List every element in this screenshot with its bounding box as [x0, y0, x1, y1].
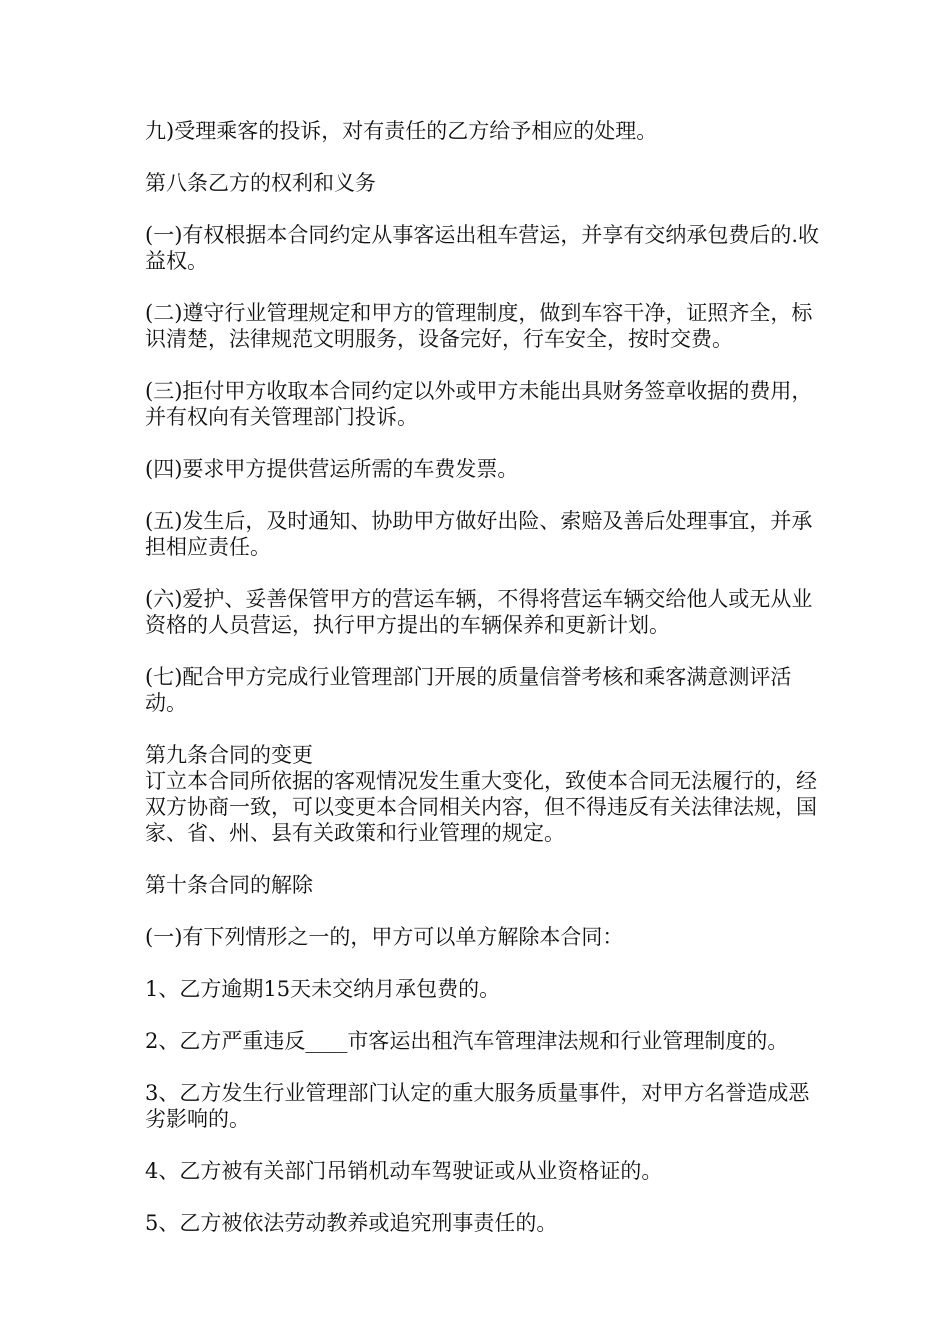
clause-item-9-complaints: 九)受理乘客的投诉，对有责任的乙方给予相应的处理。 — [145, 119, 658, 143]
article-8-item-6: (六)爱护、妥善保管甲方的营运车辆，不得将营运车辆交给他人或无从业资格的人员营运，执行甲方提出的车辆保养和更新计划。 — [145, 587, 813, 637]
article-10-sub-3: 3、乙方发生行业管理部门认定的重大服务质量事件，对甲方名誉造成恶劣影响的。 — [145, 1081, 810, 1131]
article-10-heading: 第十条合同的解除 — [145, 873, 313, 897]
article-8-item-5: (五)发生后，及时通知、协助甲方做好出险、索赔及善后处理事宜，并承担相应责任。 — [145, 509, 813, 559]
article-8-item-1: (一)有权根据本合同约定从事客运出租车营运，并享有交纳承包费后的.收益权。 — [145, 223, 820, 273]
article-10-sub-2: 2、乙方严重违反____市客运出租汽车管理津法规和行业管理制度的。 — [145, 1029, 789, 1053]
article-8-item-7: (七)配合甲方完成行业管理部门开展的质量信誉考核和乘客满意测评活动。 — [145, 665, 792, 715]
article-8-item-2: (二)遵守行业管理规定和甲方的管理制度，做到车容干净，证照齐全，标识清楚，法律规范文明服务，设备完好，行车安全，按时交费。 — [145, 301, 813, 351]
article-10-sub-1: 1、乙方逾期15天未交纳月承包费的。 — [145, 977, 501, 1001]
article-9-heading: 第九条合同的变更 — [145, 743, 313, 767]
article-10-sub-4: 4、乙方被有关部门吊销机动车驾驶证或从业资格证的。 — [145, 1159, 663, 1183]
document-body — [145, 118, 825, 1262]
article-8-item-4: (四)要求甲方提供营运所需的车费发票。 — [145, 457, 519, 481]
article-8-heading: 第八条乙方的权利和义务 — [145, 171, 376, 195]
article-9-body: 订立本合同所依据的客观情况发生重大变化，致使本合同无法履行的，经双方协商一致，可以变更本合同相关内容，但不得违反有关法律法规，国家、省、州、县有关政策和行业管理的规定。 — [145, 769, 817, 845]
article-10-sub-5: 5、乙方被依法劳动教养或追究刑事责任的。 — [145, 1211, 558, 1235]
article-8-item-3: (三)拒付甲方收取本合同约定以外或甲方未能出具财务签章收据的费用，并有权向有关管理部门投诉。 — [145, 379, 813, 429]
article-10-item-1: (一)有下列情形之一的，甲方可以单方解除本合同： — [145, 925, 624, 949]
